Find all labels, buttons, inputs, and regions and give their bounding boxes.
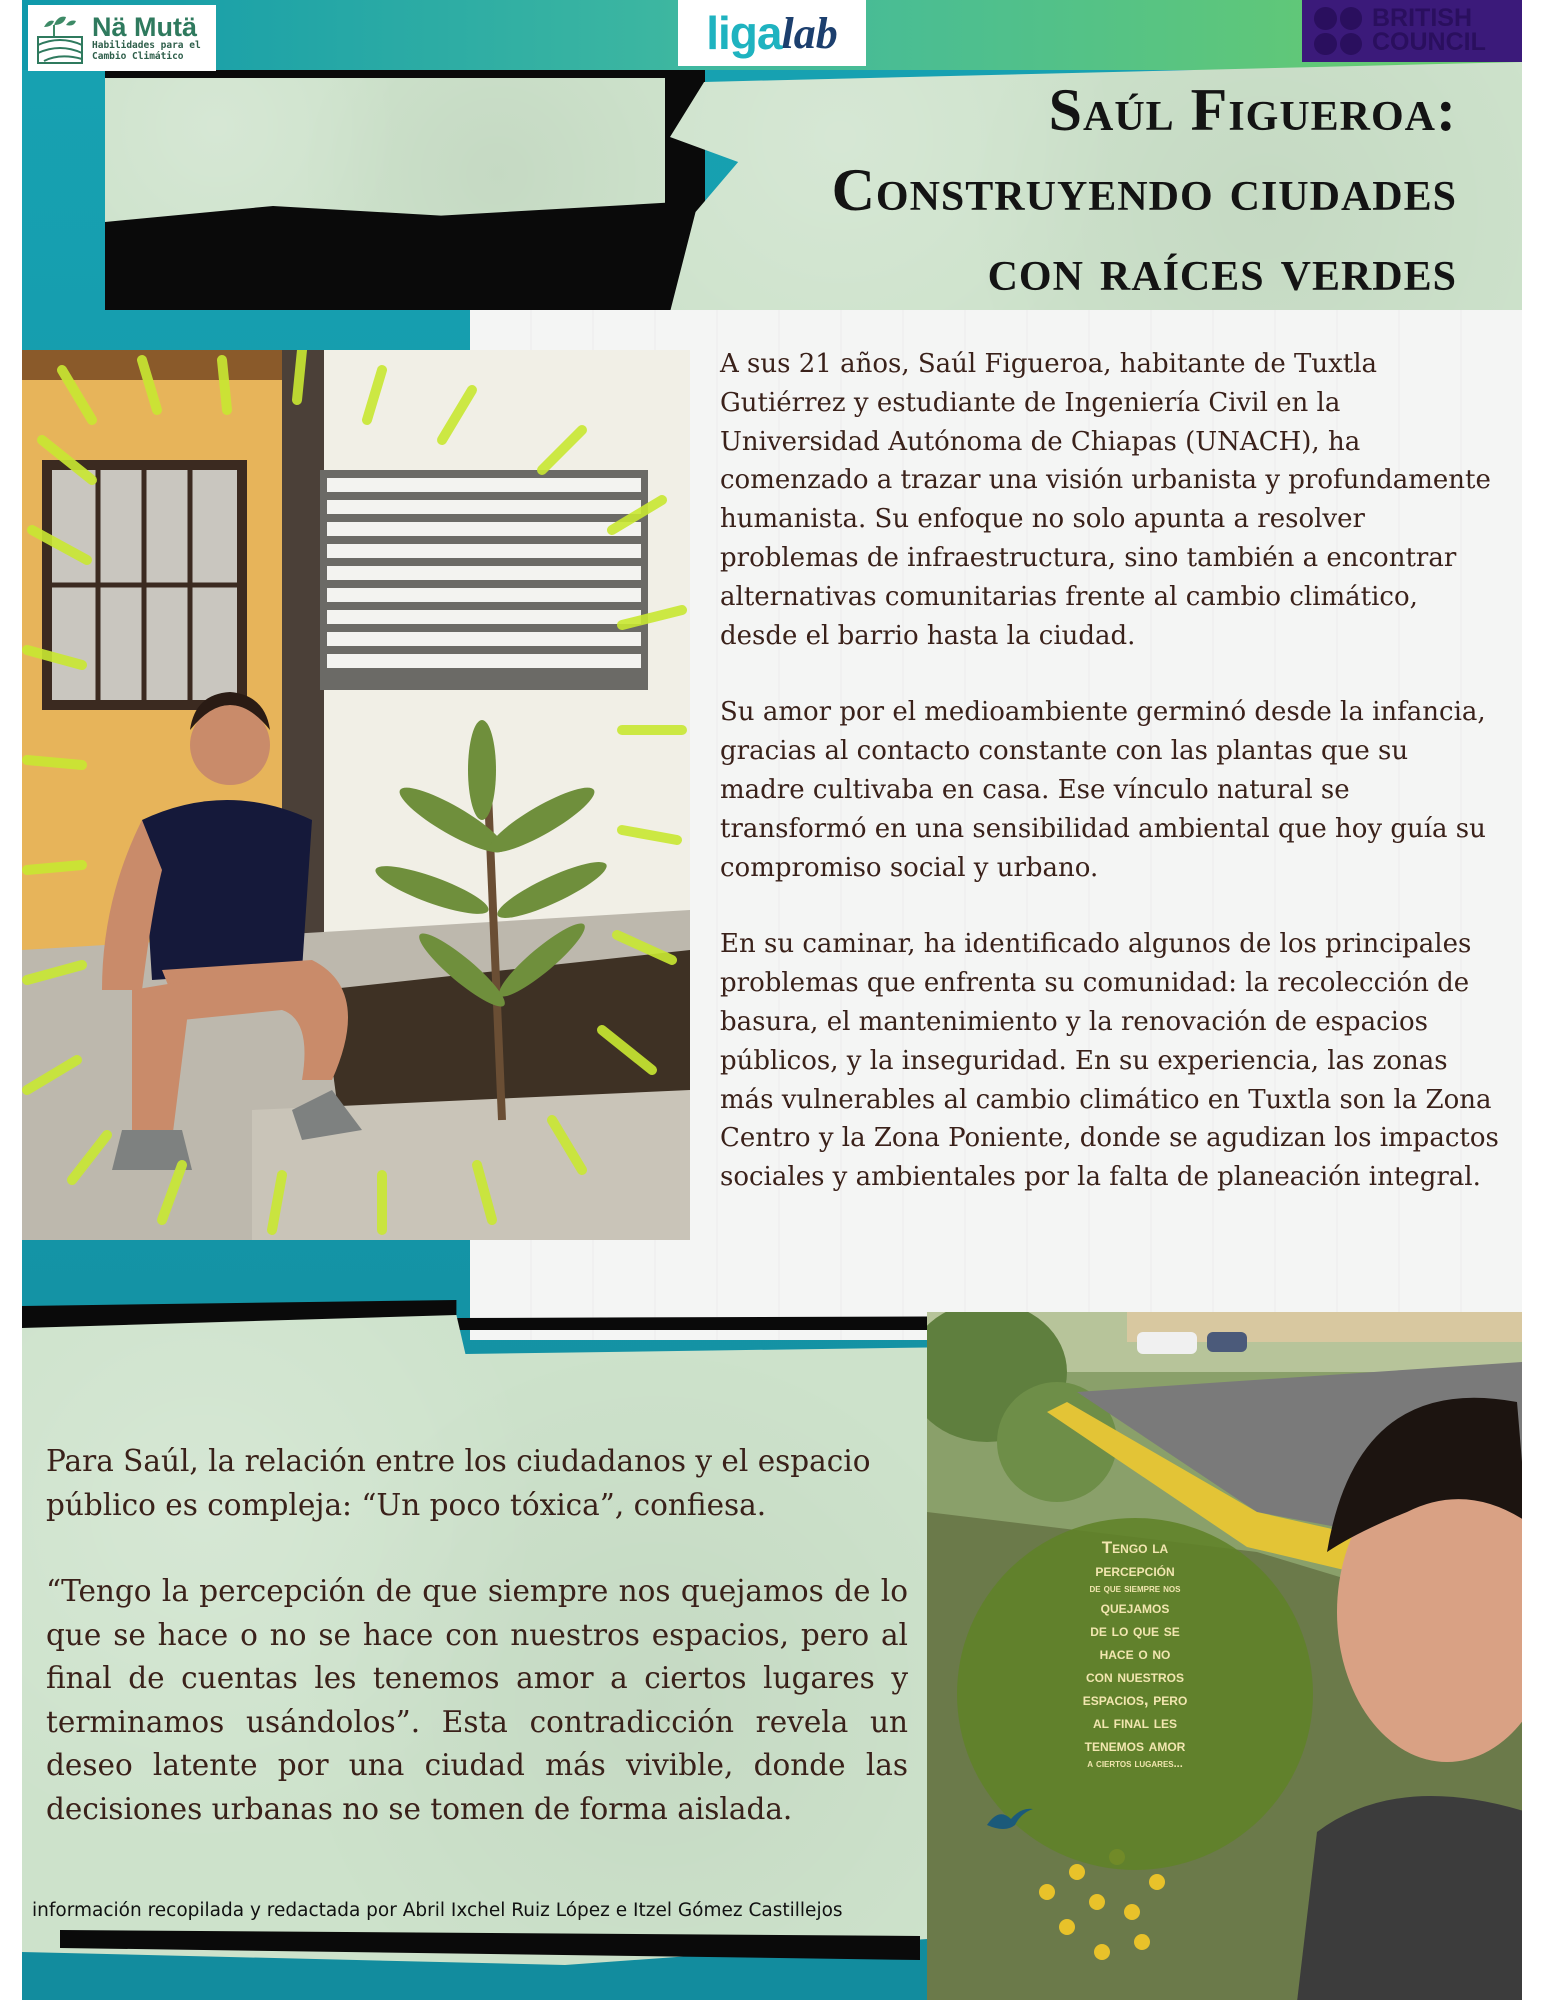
- body-paragraph-3: En su caminar, ha identificado algunos de los principales problemas que enfrenta su comunidad: la recolección de basura, el mantenimiento y la renovación de espacios públicos, y la inseguridad. En su experiencia, las zonas más vulnerables al cambio climático en Tuxtla son la Zona Centro y la Zona Poniente, donde se agudizan los impactos sociales y ambientales por la falta de planeación integral.: [720, 929, 1499, 1193]
- bubble-line-8: espacios, pero: [1082, 1690, 1188, 1709]
- bird-icon: [985, 1805, 1035, 1835]
- body-paragraph-2: Su amor por el medioambiente germinó desde la infancia, gracias al contacto constante con las plantas que su madre cultivaba en casa. Ese vínculo natural se transformó en una sensibilidad ambiental que hoy guía su compromiso social y urbano.: [720, 697, 1486, 883]
- quote-bubble-text: [1035, 1536, 1235, 1771]
- ligalab-lab: lab: [781, 8, 838, 58]
- body-paragraph-1: A sus 21 años, Saúl Figueroa, habitante de Tuxtla Gutiérrez y estudiante de Ingeniería Civil en la Universidad Autónoma de Chiapas (UNACH), ha comenzado a trazar una visión urbanista y profundamente humanista. Su enfoque no solo apunta a resolver problemas de infraestructura, sino también a encontrar alternativas comunitarias frente al cambio climático, desde el barrio hasta la ciudad.: [720, 349, 1491, 651]
- namuta-subtitle-1: Habilidades para el: [92, 39, 201, 51]
- title-line-3: con raíces verdes: [987, 237, 1457, 303]
- bubble-line-1: Tengo la: [1101, 1538, 1169, 1557]
- page-title: [457, 70, 1457, 310]
- bottom-intro: Para Saúl, la relación entre los ciudadanos y el espacio público es compleja: “Un poco tóxica”, confiesa.: [46, 1444, 871, 1522]
- bubble-line-3: de que siempre nos: [1089, 1583, 1181, 1595]
- namuta-subtitle-2: Cambio Climático: [92, 50, 184, 62]
- title-line-1: Saúl Figueroa:: [1048, 77, 1457, 143]
- bc-line-1: BRITISH: [1372, 4, 1472, 33]
- namuta-title: Nä Mutä: [92, 11, 198, 42]
- bottom-quote: “Tengo la percepción de que siempre nos quejamos de lo que se hace o no se hace con nuestros espacios, pero al final de cuentas les tenemos amor a ciertos lugares y terminamos usándolos”. Esta contradicción revela un deseo latente por una ciudad más vivible, donde las decisiones urbanas no se tomen de forma aislada.: [46, 1574, 908, 1826]
- bubble-line-5: de lo que se: [1090, 1621, 1180, 1640]
- bc-line-2: COUNCIL: [1372, 28, 1486, 56]
- bubble-line-6: hace o no: [1099, 1644, 1171, 1663]
- ligalab-liga: liga: [706, 7, 782, 59]
- ligalab-logo: [678, 0, 866, 66]
- bubble-line-4: quejamos: [1100, 1598, 1170, 1617]
- british-council-logo: [1302, 0, 1522, 62]
- bubble-line-2: percepción: [1095, 1561, 1175, 1580]
- namuta-logo: [28, 5, 216, 71]
- body-text: [720, 345, 1500, 1235]
- seedling-hills-icon: [36, 11, 84, 65]
- bubble-line-10: tenemos amor: [1084, 1736, 1186, 1755]
- credits-line: información recopilada y redactada por Abril Ixchel Ruiz López e Itzel Gómez Castillejos: [32, 1900, 843, 1921]
- photo-saul-with-tree-illustration: [22, 350, 690, 1240]
- british-council-dots-icon: [1314, 7, 1362, 55]
- bubble-line-11: a ciertos lugares...: [1087, 1758, 1183, 1770]
- bubble-line-9: al final les: [1092, 1713, 1178, 1732]
- title-line-2: Construyendo ciudades: [831, 157, 1457, 223]
- photo-saul-with-tree: [22, 350, 690, 1240]
- bottom-text: [46, 1440, 908, 1831]
- bubble-line-7: con nuestros: [1085, 1667, 1185, 1686]
